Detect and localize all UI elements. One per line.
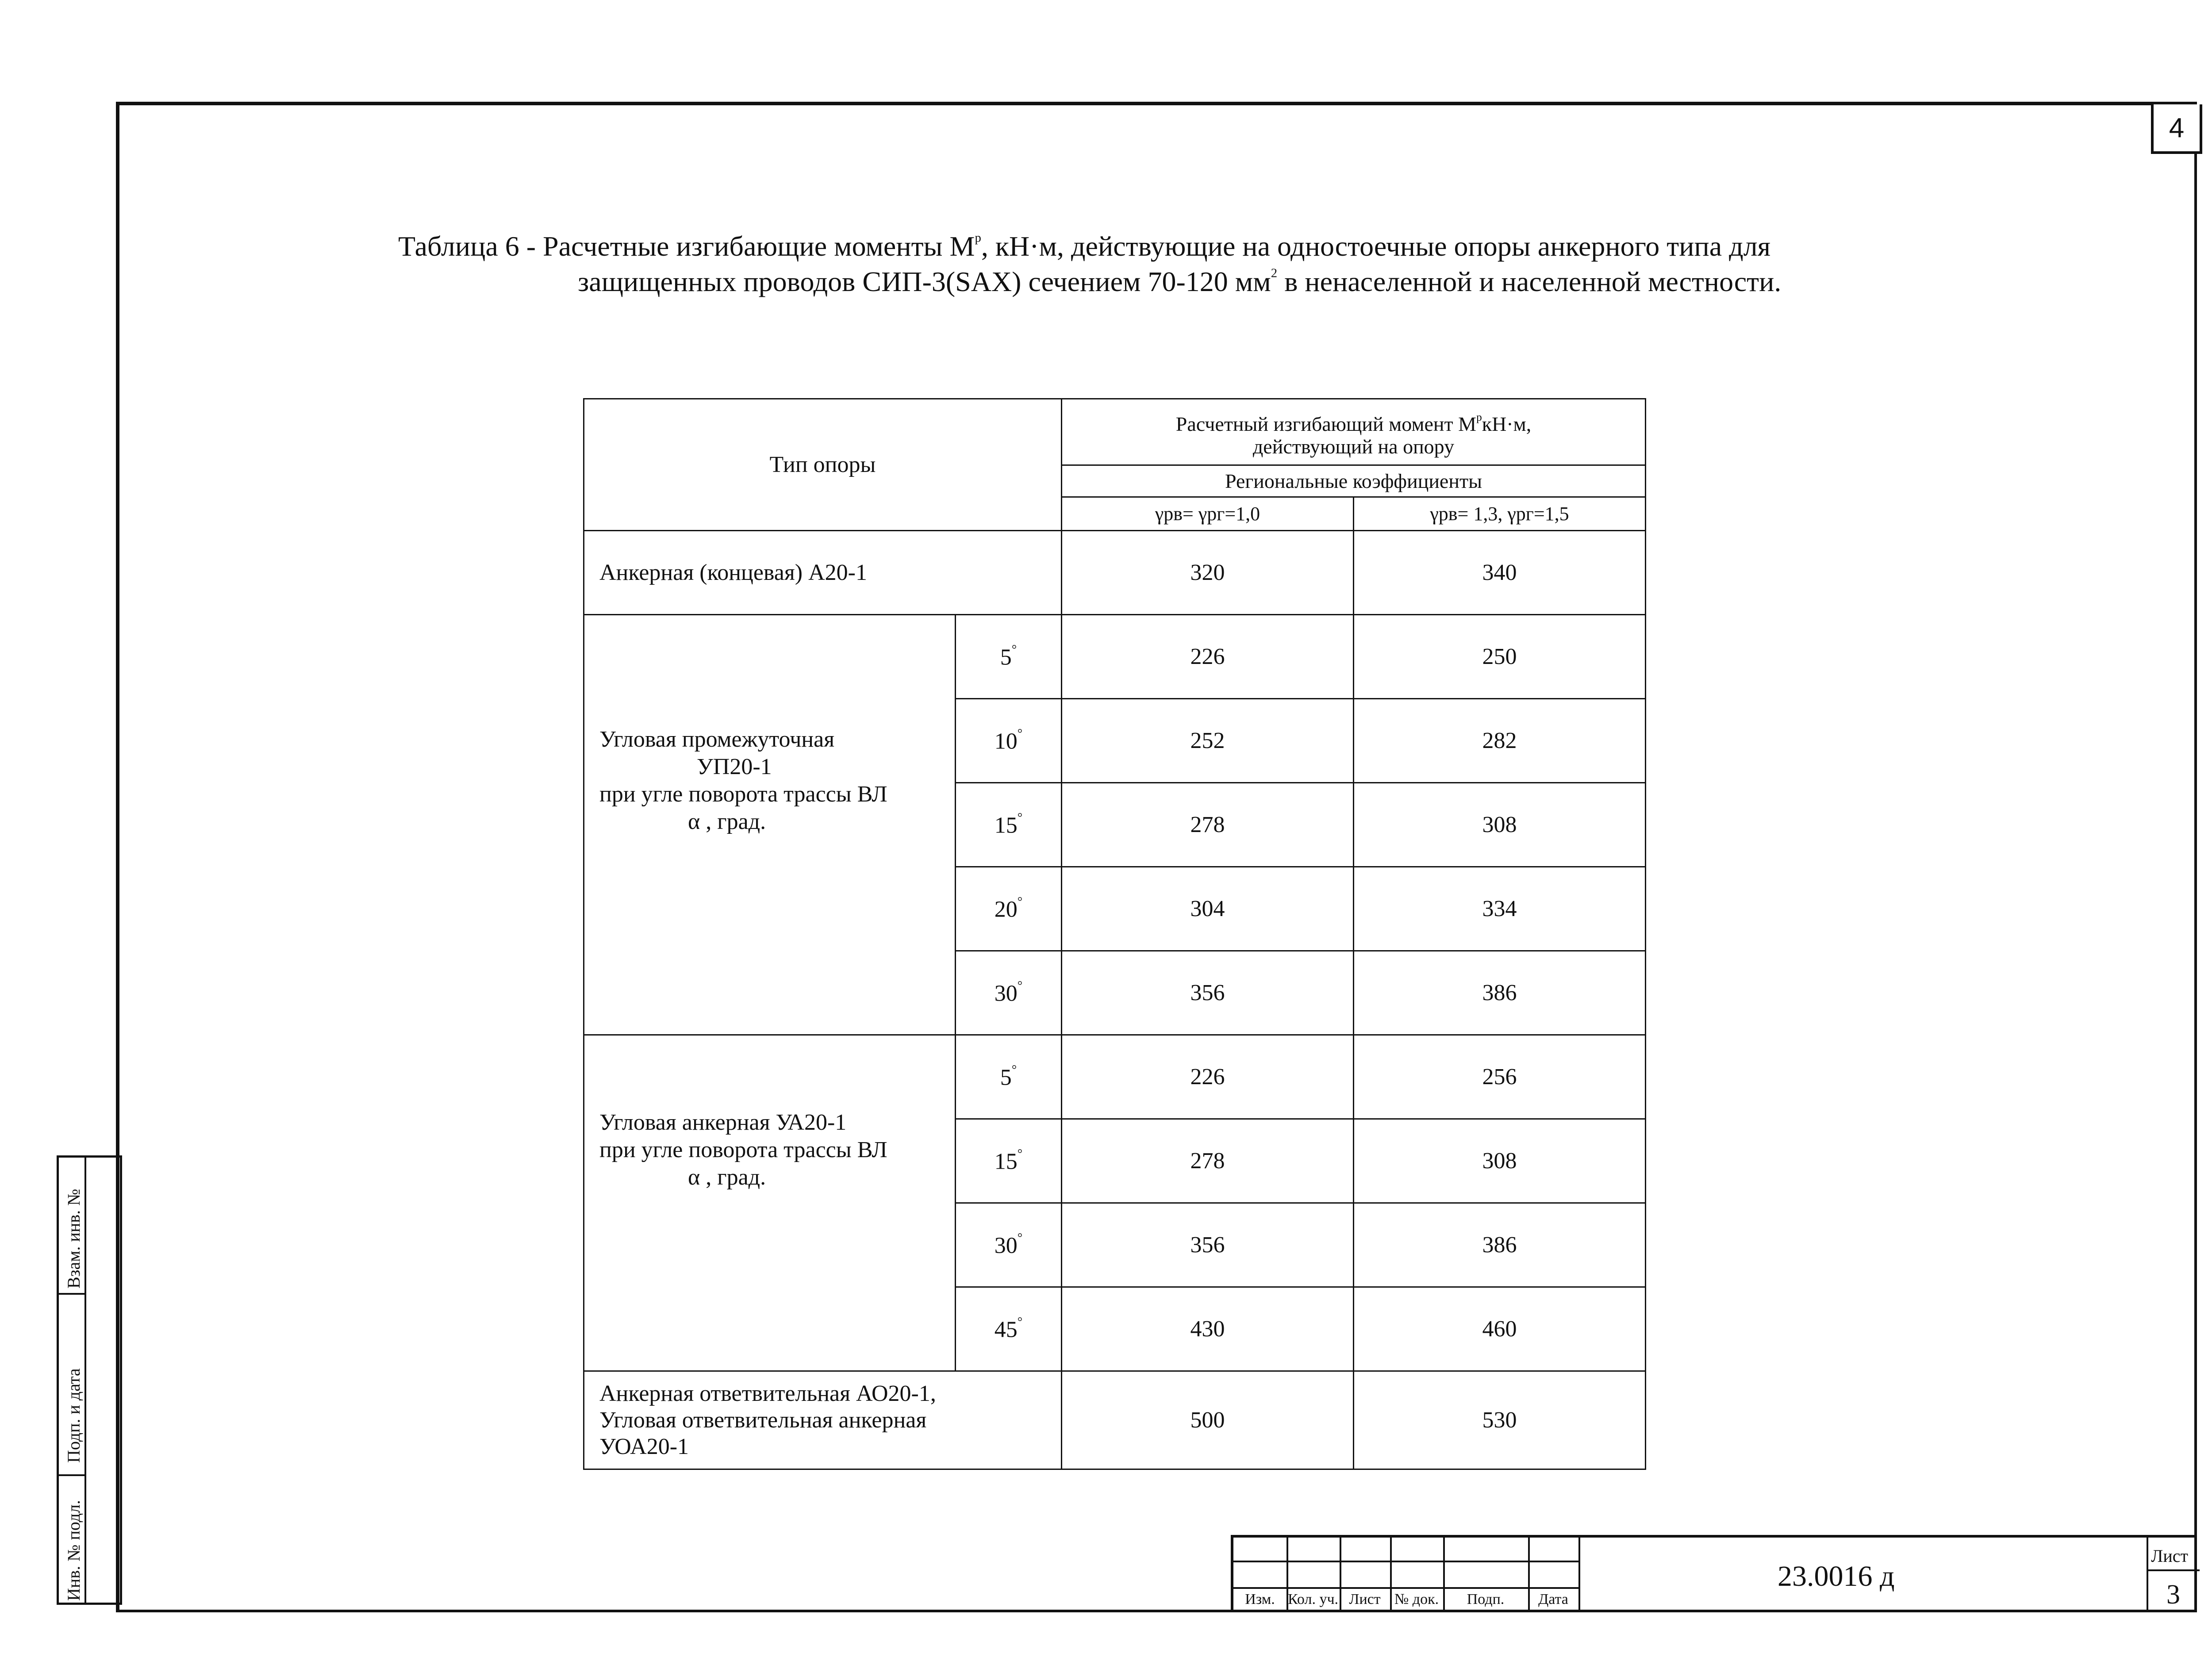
- label-text: УП20-1: [697, 754, 772, 779]
- side-label: Взам. инв. №: [64, 1189, 84, 1289]
- degree-sign: °: [1017, 1231, 1023, 1245]
- moment-header-text: действующий на опору: [1252, 435, 1455, 458]
- cell-value: 500: [1062, 1371, 1354, 1469]
- degree-sign: °: [1017, 979, 1023, 993]
- tb-row-line: [1233, 1587, 1578, 1589]
- label-text: УОА20-1: [599, 1434, 689, 1459]
- title-block: [1231, 1535, 2197, 1612]
- tb-col-podp: Подп.: [1467, 1591, 1505, 1607]
- angle-cell: [956, 951, 1062, 1035]
- degree-sign: °: [1017, 811, 1023, 825]
- cell-value: 386: [1354, 951, 1646, 1035]
- angle-value: 10: [994, 729, 1018, 754]
- cell-value: 282: [1354, 699, 1646, 783]
- angle-cell: [956, 1203, 1062, 1287]
- sheet-number: 3: [2166, 1580, 2180, 1610]
- table-title-line-2: [578, 265, 1781, 298]
- group-up-label: [584, 615, 956, 1035]
- tb-col-kol: Кол. уч.: [1287, 1591, 1339, 1607]
- header-moment: [1062, 399, 1646, 465]
- cell-value: 430: [1062, 1287, 1354, 1371]
- label-text: Угловая анкерная УА20-1: [599, 1109, 847, 1135]
- moment-sup: р: [1476, 410, 1482, 423]
- cell-value: 252: [1062, 699, 1354, 783]
- side-stamp: [57, 1155, 122, 1605]
- cell-value: 340: [1354, 531, 1646, 615]
- label-text: Угловая промежуточная: [599, 726, 835, 752]
- cell-value: 356: [1062, 1203, 1354, 1287]
- side-label: Подп. и дата: [64, 1368, 84, 1463]
- angle-value: 30: [994, 981, 1018, 1006]
- header-coef-1: γрв= γрг=1,0: [1062, 497, 1354, 531]
- label-text: при угле поворота трассы ВЛ: [599, 781, 887, 807]
- cell-value: 278: [1062, 783, 1354, 867]
- angle-value: 5: [1000, 1065, 1012, 1090]
- angle-value: 5: [1000, 644, 1012, 670]
- angle-value: 45: [994, 1317, 1018, 1342]
- cell-value: 278: [1062, 1119, 1354, 1203]
- cell-value: 320: [1062, 531, 1354, 615]
- side-cell-zam: [59, 1158, 86, 1295]
- degree-sign: °: [1017, 895, 1023, 909]
- header-regional: Региональные коэффициенты: [1062, 465, 1646, 497]
- moments-table: [583, 398, 1646, 1470]
- cell-value: 530: [1354, 1371, 1646, 1469]
- tb-divider: [2147, 1538, 2148, 1610]
- angle-value: 20: [994, 897, 1018, 922]
- angle-cell: [956, 1119, 1062, 1203]
- table-title-line-1: [398, 230, 1770, 263]
- angle-value: 30: [994, 1233, 1018, 1258]
- title-text: в ненаселенной и населенной местности.: [1277, 266, 1782, 297]
- cell-value: 308: [1354, 1119, 1646, 1203]
- angle-value: 15: [994, 1149, 1018, 1174]
- moment-header-text: Расчетный изгибающий момент М: [1175, 412, 1477, 435]
- title-text: защищенных проводов СИП-3(SAX) сечением 70-120 мм: [578, 266, 1271, 297]
- side-cell-podp: [59, 1295, 86, 1476]
- tb-divider: [1578, 1538, 1580, 1610]
- label-text: α , град.: [688, 809, 766, 834]
- title-sup: р: [975, 230, 981, 245]
- cell-value: 386: [1354, 1203, 1646, 1287]
- label-text: при угле поворота трассы ВЛ: [599, 1137, 887, 1162]
- tb-row-line: [2147, 1569, 2200, 1571]
- tb-col-izm: Изм.: [1245, 1591, 1275, 1607]
- degree-sign: °: [1011, 1063, 1017, 1077]
- tb-row-line: [1233, 1561, 1578, 1562]
- sheet-label: Лист: [2151, 1546, 2188, 1566]
- header-support-type: Тип опоры: [584, 399, 1062, 531]
- row-anchor-label: Анкерная (концевая) А20-1: [584, 531, 1062, 615]
- moment-header-text: кН·м,: [1482, 412, 1532, 435]
- angle-cell: [956, 615, 1062, 699]
- cell-value: 308: [1354, 783, 1646, 867]
- degree-sign: °: [1017, 1315, 1023, 1329]
- angle-cell: [956, 867, 1062, 951]
- degree-sign: °: [1017, 1147, 1023, 1161]
- label-text: α , град.: [688, 1164, 766, 1190]
- title-text: , кН·м, действующие на одностоечные опоры анкерного типа для: [981, 230, 1771, 262]
- tb-col-list: Лист: [1349, 1591, 1381, 1607]
- angle-cell: [956, 783, 1062, 867]
- cell-value: 356: [1062, 951, 1354, 1035]
- cell-value: 460: [1354, 1287, 1646, 1371]
- side-cell-inv: [59, 1476, 86, 1603]
- degree-sign: °: [1011, 643, 1017, 657]
- group-ua-label: [584, 1035, 956, 1371]
- tb-col-date: Дата: [1538, 1591, 1568, 1607]
- angle-cell: [956, 1287, 1062, 1371]
- angle-cell: [956, 1035, 1062, 1119]
- degree-sign: °: [1017, 727, 1023, 741]
- label-text: Анкерная ответвительная АО20-1,: [599, 1381, 936, 1406]
- cell-value: 256: [1354, 1035, 1646, 1119]
- corner-sheet-number: 4: [2151, 104, 2202, 154]
- side-label: Инв. № подл.: [64, 1500, 84, 1601]
- cell-value: 304: [1062, 867, 1354, 951]
- title-text: Таблица 6 - Расчетные изгибающие моменты М: [398, 230, 975, 262]
- cell-value: 226: [1062, 615, 1354, 699]
- angle-value: 15: [994, 813, 1018, 838]
- document-code: 23.0016 д: [1778, 1560, 1895, 1592]
- tb-col-doc: № док.: [1394, 1591, 1439, 1607]
- cell-value: 226: [1062, 1035, 1354, 1119]
- title-sup: 2: [1271, 266, 1278, 280]
- label-text: Угловая ответвительная анкерная: [599, 1407, 927, 1433]
- header-coef-2: γрв= 1,3, γрг=1,5: [1354, 497, 1646, 531]
- cell-value: 334: [1354, 867, 1646, 951]
- angle-cell: [956, 699, 1062, 783]
- cell-value: 250: [1354, 615, 1646, 699]
- row-branch-label: [584, 1371, 1062, 1469]
